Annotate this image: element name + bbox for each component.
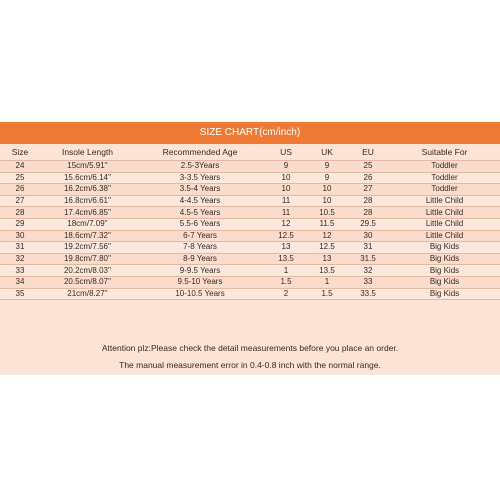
- cell-insole-length: 15cm/5.91'': [40, 161, 135, 173]
- cell-suitable-for: Toddler: [389, 184, 500, 196]
- cell-eu: 27: [347, 184, 389, 196]
- cell-recommended-age: 2.5-3Years: [135, 161, 265, 173]
- table-row: [0, 172, 500, 184]
- table-row: [0, 276, 500, 288]
- cell-eu: 33.5: [347, 288, 389, 300]
- table-row: [0, 230, 500, 242]
- cell-us: 13.5: [265, 253, 307, 265]
- size-chart-card: [0, 122, 500, 375]
- cell-uk: 1: [307, 276, 347, 288]
- column-header-insole-length: Insole Length: [40, 144, 135, 161]
- cell-eu: 26: [347, 172, 389, 184]
- cell-uk: 10.5: [307, 207, 347, 219]
- cell-insole-length: 15.6cm/6.14'': [40, 172, 135, 184]
- column-header-eu: EU: [347, 144, 389, 161]
- column-header-size: Size: [0, 144, 40, 161]
- cell-insole-length: 19.2cm/7.56'': [40, 242, 135, 254]
- table-row: [0, 253, 500, 265]
- table-row: [0, 195, 500, 207]
- cell-us: 12: [265, 218, 307, 230]
- cell-recommended-age: 5.5-6 Years: [135, 218, 265, 230]
- cell-suitable-for: Little Child: [389, 230, 500, 242]
- cell-suitable-for: Big Kids: [389, 276, 500, 288]
- cell-suitable-for: Toddler: [389, 172, 500, 184]
- cell-us: 1: [265, 265, 307, 277]
- cell-eu: 28: [347, 195, 389, 207]
- cell-recommended-age: 7-8 Years: [135, 242, 265, 254]
- table-row: [0, 207, 500, 219]
- cell-recommended-age: 4-4.5 Years: [135, 195, 265, 207]
- cell-insole-length: 18cm/7.09'': [40, 218, 135, 230]
- cell-uk: 12.5: [307, 242, 347, 254]
- notes: [0, 340, 500, 374]
- cell-us: 9: [265, 161, 307, 173]
- cell-size: 26: [0, 184, 40, 196]
- cell-eu: 25: [347, 161, 389, 173]
- cell-us: 12.5: [265, 230, 307, 242]
- cell-uk: 10: [307, 184, 347, 196]
- cell-eu: 29.5: [347, 218, 389, 230]
- cell-us: 11: [265, 207, 307, 219]
- cell-uk: 9: [307, 161, 347, 173]
- cell-suitable-for: Little Child: [389, 195, 500, 207]
- cell-suitable-for: Little Child: [389, 218, 500, 230]
- cell-us: 11: [265, 195, 307, 207]
- cell-size: 34: [0, 276, 40, 288]
- table-header-row: [0, 144, 500, 161]
- table-row: [0, 265, 500, 277]
- cell-eu: 30: [347, 230, 389, 242]
- cell-us: 10: [265, 172, 307, 184]
- measurement-error-note: The manual measurement error in 0.4-0.8 inch with the normal range.: [119, 360, 381, 370]
- table-row: [0, 161, 500, 173]
- cell-size: 31: [0, 242, 40, 254]
- column-header-suitable-for: Suitable For: [389, 144, 500, 161]
- cell-recommended-age: 3-3.5 Years: [135, 172, 265, 184]
- cell-uk: 11.5: [307, 218, 347, 230]
- cell-size: 30: [0, 230, 40, 242]
- cell-size: 33: [0, 265, 40, 277]
- cell-us: 13: [265, 242, 307, 254]
- table-body: [0, 161, 500, 300]
- cell-size: 32: [0, 253, 40, 265]
- cell-recommended-age: 3.5-4 Years: [135, 184, 265, 196]
- cell-recommended-age: 9-9.5 Years: [135, 265, 265, 277]
- cell-us: 10: [265, 184, 307, 196]
- table-row: [0, 218, 500, 230]
- cell-eu: 28: [347, 207, 389, 219]
- cell-suitable-for: Toddler: [389, 161, 500, 173]
- cell-insole-length: 17.4cm/6.85'': [40, 207, 135, 219]
- cell-uk: 13: [307, 253, 347, 265]
- table-row: [0, 242, 500, 254]
- cell-size: 25: [0, 172, 40, 184]
- cell-uk: 13.5: [307, 265, 347, 277]
- column-header-recommended-age: Recommended Age: [135, 144, 265, 161]
- cell-size: 35: [0, 288, 40, 300]
- cell-recommended-age: 8-9 Years: [135, 253, 265, 265]
- table-row: [0, 184, 500, 196]
- cell-uk: 9: [307, 172, 347, 184]
- cell-eu: 31: [347, 242, 389, 254]
- cell-insole-length: 19.8cm/7.80'': [40, 253, 135, 265]
- cell-insole-length: 16.2cm/6.38'': [40, 184, 135, 196]
- cell-insole-length: 18.6cm/7.32'': [40, 230, 135, 242]
- cell-eu: 32: [347, 265, 389, 277]
- cell-suitable-for: Big Kids: [389, 242, 500, 254]
- cell-size: 29: [0, 218, 40, 230]
- cell-size: 24: [0, 161, 40, 173]
- cell-us: 2: [265, 288, 307, 300]
- column-header-us: US: [265, 144, 307, 161]
- cell-suitable-for: Big Kids: [389, 288, 500, 300]
- column-header-uk: UK: [307, 144, 347, 161]
- size-chart-table: [0, 144, 500, 300]
- cell-recommended-age: 9.5-10 Years: [135, 276, 265, 288]
- cell-size: 28: [0, 207, 40, 219]
- cell-recommended-age: 4.5-5 Years: [135, 207, 265, 219]
- cell-insole-length: 21cm/8.27'': [40, 288, 135, 300]
- cell-recommended-age: 10-10.5 Years: [135, 288, 265, 300]
- cell-insole-length: 16.8cm/6.61'': [40, 195, 135, 207]
- cell-uk: 10: [307, 195, 347, 207]
- cell-suitable-for: Little Child: [389, 207, 500, 219]
- cell-us: 1.5: [265, 276, 307, 288]
- cell-recommended-age: 6-7 Years: [135, 230, 265, 242]
- cell-eu: 33: [347, 276, 389, 288]
- size-chart-title: SIZE CHART(cm/inch): [0, 122, 500, 144]
- cell-uk: 12: [307, 230, 347, 242]
- attention-note: Attention plz:Please check the detail measurements before you place an order.: [101, 343, 399, 353]
- cell-insole-length: 20.2cm/8.03'': [40, 265, 135, 277]
- cell-insole-length: 20.5cm/8.07'': [40, 276, 135, 288]
- cell-suitable-for: Big Kids: [389, 265, 500, 277]
- cell-suitable-for: Big Kids: [389, 253, 500, 265]
- cell-size: 27: [0, 195, 40, 207]
- cell-eu: 31.5: [347, 253, 389, 265]
- table-row: [0, 288, 500, 300]
- cell-uk: 1.5: [307, 288, 347, 300]
